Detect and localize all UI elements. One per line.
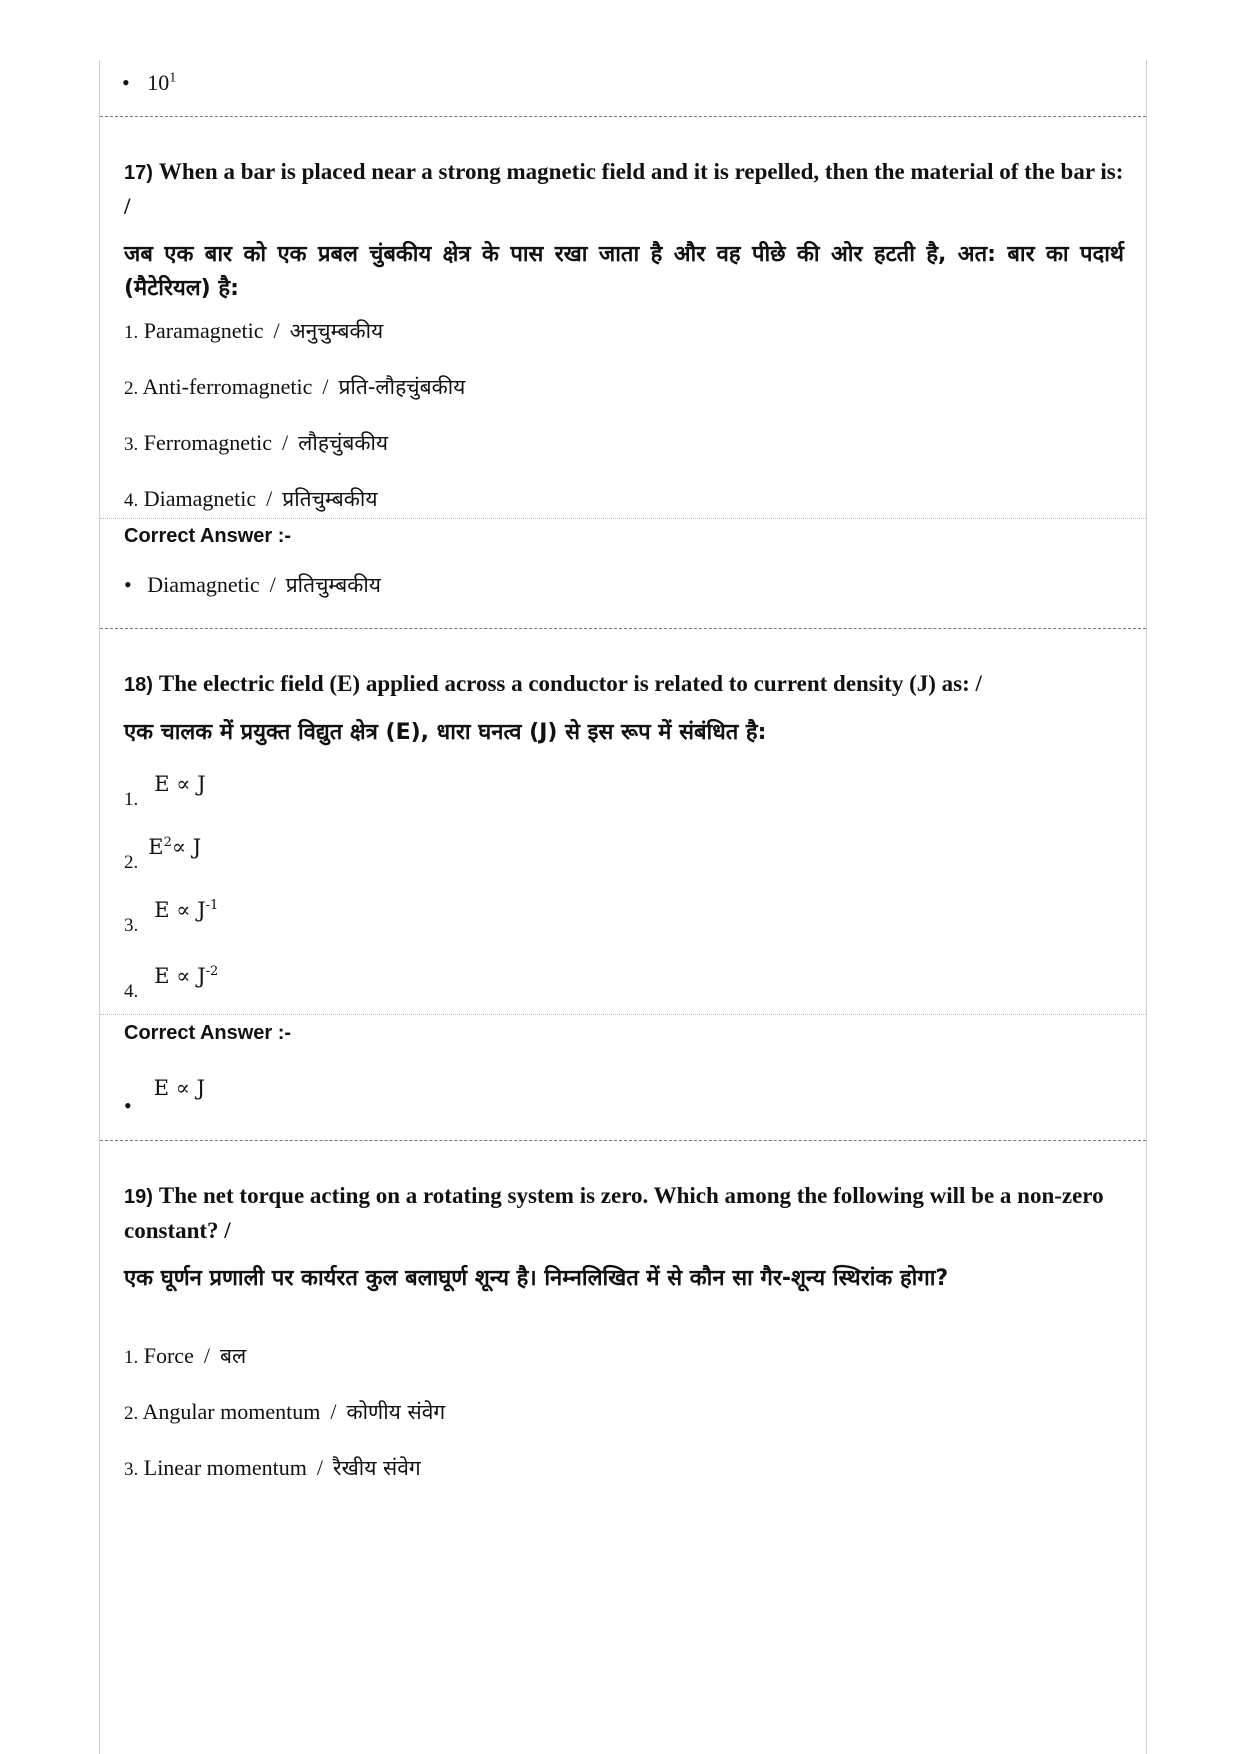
q17-correct-answer [124, 570, 381, 600]
question-18-en: The electric field (E) applied across a conductor is related to current density (J) as: / [158, 671, 982, 696]
option-en: Angular momentum [142, 1399, 321, 1424]
option-separator: / [203, 1343, 210, 1368]
page-content [99, 60, 1147, 1754]
option-formula: E ∝ J [154, 772, 206, 796]
option-en: Paramagnetic [143, 318, 264, 343]
question-19-text-en [124, 1179, 1124, 1248]
q17-option-1[interactable] [124, 316, 383, 348]
q18-option-1[interactable] [124, 772, 206, 810]
q18-correct-answer-label: Correct Answer :- [124, 1022, 292, 1044]
option-hi: प्रति-लौहचुंबकीय [338, 375, 466, 399]
option-number: 4. [124, 490, 139, 511]
correct-hi: प्रतिचुम्बकीय [285, 573, 381, 597]
option-hi: प्रतिचुम्बकीय [282, 487, 378, 511]
option-en: Linear momentum [143, 1455, 307, 1480]
option-en: Force [143, 1343, 194, 1368]
top-answer [122, 70, 176, 96]
option-separator: / [282, 430, 289, 455]
q19-option-2[interactable] [124, 1397, 445, 1429]
option-number: 3. [124, 434, 139, 455]
option-separator: / [316, 1455, 323, 1480]
q18-correct-answer [124, 1075, 206, 1118]
question-17-number: 17) [124, 162, 153, 184]
bullet: • [124, 1093, 132, 1118]
q19-option-3[interactable] [124, 1453, 421, 1485]
option-number: 3. [124, 915, 139, 936]
question-18 [124, 667, 1124, 750]
option-hi: रैखीय संवेग [333, 1456, 421, 1480]
question-18-number: 18) [124, 674, 153, 696]
q18-option-4[interactable] [124, 964, 219, 1002]
option-hi: लौहचुंबकीय [298, 431, 389, 455]
option-number: 1. [124, 322, 139, 343]
q19-option-1[interactable] [124, 1341, 246, 1373]
question-19-text-hi: एक घूर्णन प्रणाली पर कार्यरत कुल बलाघूर्ण शून्य है। निम्नलिखित में से कौन सा गैर-शून्य स्थिरांक होगा? [124, 1266, 949, 1291]
option-number: 1. [124, 1347, 139, 1368]
q17-option-3[interactable] [124, 428, 388, 460]
question-divider [100, 116, 1146, 117]
question-17-en: When a bar is placed near a strong magnetic field and it is repelled, then the material of the bar is: / [124, 159, 1124, 219]
question-19-en: The net torque acting on a rotating system is zero. Which among the following will be a non-zero constant? / [124, 1183, 1104, 1243]
option-separator: / [266, 486, 273, 511]
option-separator: / [273, 318, 280, 343]
question-divider [100, 1140, 1146, 1141]
answer-divider [100, 1014, 1146, 1015]
option-number: 4. [124, 981, 139, 1002]
option-separator: / [269, 572, 276, 597]
option-number: 3. [124, 1459, 139, 1480]
bullet: • [124, 572, 132, 597]
top-answer-exp: 1 [169, 70, 177, 86]
option-number: 1. [124, 789, 139, 810]
question-19 [124, 1179, 1124, 1296]
option-en: Ferromagnetic [143, 430, 273, 455]
correct-formula: E ∝ J [153, 1076, 206, 1100]
q17-option-2[interactable] [124, 372, 465, 404]
question-divider [100, 628, 1146, 629]
option-formula: $E \propto J^{-2}$ [154, 964, 219, 988]
option-separator: / [322, 374, 329, 399]
correct-en: Diamagnetic [147, 572, 260, 597]
option-separator: / [330, 1399, 337, 1424]
option-hi: अनुचुम्बकीय [289, 319, 384, 343]
option-formula: $E^2\propto J$ [148, 835, 202, 859]
answer-divider [100, 518, 1146, 519]
q18-option-3[interactable] [124, 898, 219, 936]
question-17-text-hi: जब एक बार को एक प्रबल चुंबकीय क्षेत्र के पास रखा जाता है और वह पीछे की ओर हटती है, अत: बार का पदार्थ (मैटेरियल) है: [124, 242, 1124, 301]
option-formula: $E \propto J^{-1}$ [154, 898, 219, 922]
q17-correct-answer-label: Correct Answer :- [124, 525, 292, 547]
question-18-text-en [124, 667, 1124, 702]
q18-option-2[interactable] [124, 835, 202, 873]
q17-option-4[interactable] [124, 484, 378, 516]
option-en: Diamagnetic [143, 486, 257, 511]
option-hi: बल [219, 1344, 247, 1368]
top-answer-base: 10 [147, 70, 170, 95]
option-number: 2. [124, 1403, 139, 1424]
option-hi: कोणीय संवेग [346, 1400, 446, 1424]
question-17 [124, 155, 1124, 306]
bullet: • [122, 70, 130, 95]
question-17-text-en [124, 155, 1124, 224]
option-number: 2. [124, 378, 139, 399]
option-number: 2. [124, 852, 139, 873]
option-en: Anti-ferromagnetic [142, 374, 313, 399]
question-18-text-hi: एक चालक में प्रयुक्त विद्युत क्षेत्र (E), धारा घनत्व (J) से इस रूप में संबंधित है: [124, 720, 767, 745]
question-19-number: 19) [124, 1186, 153, 1208]
